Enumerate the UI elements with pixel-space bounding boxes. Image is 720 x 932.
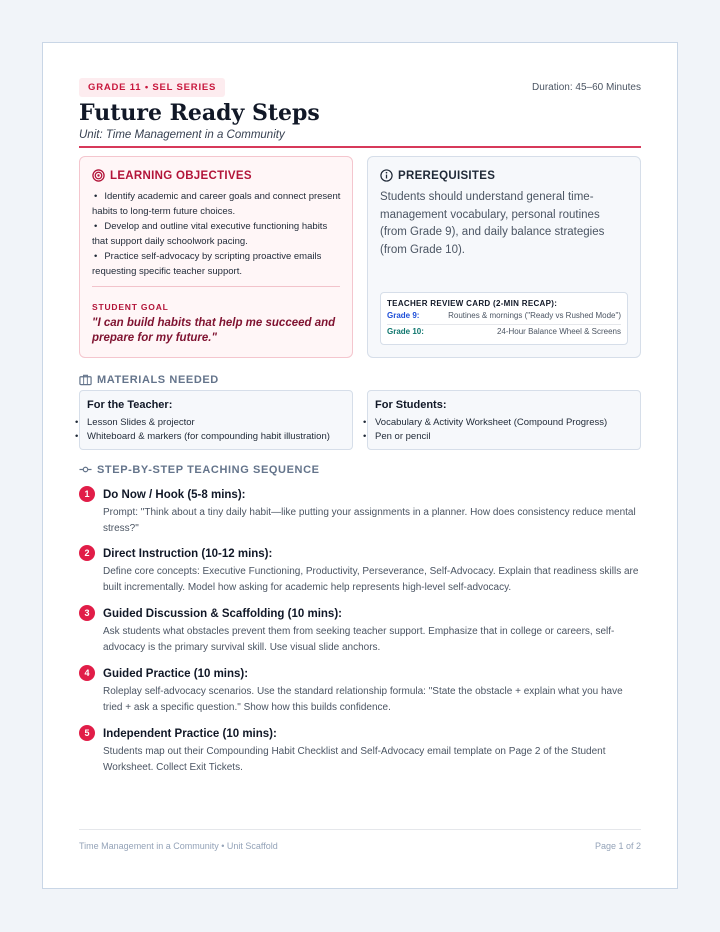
step-description: Prompt: "Think about a tiny daily habit—like putting your assignments in a planner. How does consistency reduce mental stress?" <box>103 507 636 534</box>
student-materials-list <box>375 416 607 444</box>
review-key: Grade 9: <box>387 311 420 320</box>
student-materials-card <box>367 390 641 450</box>
header-divider <box>79 146 641 148</box>
prerequisites-card <box>367 156 641 358</box>
objectives-list <box>92 190 342 281</box>
review-value: 24-Hour Balance Wheel & Screens <box>496 327 621 336</box>
materials-heading: MATERIALS NEEDED <box>97 373 219 386</box>
info-icon <box>380 169 393 182</box>
review-value: Routines & mornings ("Ready vs Rushed Mode") <box>448 311 621 320</box>
teacher-review-card <box>380 292 628 345</box>
objective-item: • Practice self-advocacy by scripting proactive emails requesting specific teacher support. <box>92 250 342 279</box>
material-item: • Lesson Slides & projector <box>87 416 330 430</box>
student-materials-title: For Students: <box>375 399 447 411</box>
page-number: Page 1 of 2 <box>594 841 641 851</box>
step-title: Guided Practice (10 mins): <box>103 668 249 680</box>
step-title: Do Now / Hook (5-8 mins): <box>103 489 246 501</box>
teacher-materials-list <box>87 416 330 444</box>
step-title: Independent Practice (10 mins): <box>103 728 277 740</box>
material-item: • Whiteboard & markers (for compounding habit illustration) <box>87 430 330 444</box>
footer-title: Time Management in a Community • Unit Scaffold <box>79 841 278 851</box>
briefcase-icon <box>79 373 92 386</box>
objectives-heading: LEARNING OBJECTIVES <box>110 169 252 182</box>
prerequisites-text: Students should understand general time-management vocabulary, personal routines (from Grade 9), and daily balance strategies (from Grade 10). <box>380 191 605 256</box>
material-item: • Pen or pencil <box>375 430 607 444</box>
step-description: Roleplay self-advocacy scenarios. Use the standard relationship formula: "State the obstacle + explain what you have tried + ask a specific question." Show how this builds confidence. <box>103 686 623 713</box>
step-title: Direct Instruction (10-12 mins): <box>103 548 273 560</box>
step-number: 5 <box>79 725 95 741</box>
step-description: Ask students what obstacles prevent them from seeking teacher support. Emphasize that in college or careers, self-advocacy is the primary survival skill. Use visual slide anchors. <box>103 626 615 653</box>
learning-objectives-card <box>79 156 353 358</box>
duration-label: Duration: 45–60 Minutes <box>532 82 641 93</box>
document-page <box>42 42 678 889</box>
review-heading: TEACHER REVIEW CARD (2-MIN RECAP): <box>387 299 558 308</box>
step-number: 3 <box>79 605 95 621</box>
unit-subtitle: Unit: Time Management in a Community <box>79 129 285 141</box>
step-description: Students map out their Compounding Habit Checklist and Self-Advocacy email template on Page 2 of the Student Worksheet. Collect Exit Tickets. <box>103 746 606 773</box>
review-row <box>387 311 621 325</box>
commit-icon <box>79 463 92 476</box>
teacher-materials-card <box>79 390 353 450</box>
footer-divider <box>79 829 641 830</box>
target-icon <box>92 169 105 182</box>
materials-section-heading <box>79 373 219 386</box>
teacher-materials-title: For the Teacher: <box>87 399 173 411</box>
sequence-heading: STEP-BY-STEP TEACHING SEQUENCE <box>97 463 320 476</box>
objective-item: • Develop and outline vital executive functioning habits that support daily schoolwork pacing. <box>92 220 342 249</box>
step-number: 1 <box>79 486 95 502</box>
prerequisites-heading: PREREQUISITES <box>398 169 496 182</box>
step-number: 2 <box>79 545 95 561</box>
objectives-divider <box>92 286 340 287</box>
step-description: Define core concepts: Executive Functioning, Productivity, Perseverance, Self-Advocacy. Explain that readiness skills are built incrementally. Model how asking for academic help represents high-level self-advocacy. <box>103 566 639 593</box>
page-title: Future Ready Steps <box>79 100 320 126</box>
student-goal-text: "I can build habits that help me succeed and prepare for my future." <box>92 317 336 344</box>
sequence-section-heading <box>79 463 320 476</box>
step-title: Guided Discussion & Scaffolding (10 mins): <box>103 608 342 620</box>
review-row <box>387 327 621 341</box>
objective-item: • Identify academic and career goals and connect present habits to long-term future choices. <box>92 190 342 219</box>
grade-badge: GRADE 11 • SEL SERIES <box>79 78 225 97</box>
student-goal-label: STUDENT GOAL <box>92 302 169 312</box>
review-key: Grade 10: <box>387 327 424 336</box>
step-number: 4 <box>79 665 95 681</box>
material-item: • Vocabulary & Activity Worksheet (Compound Progress) <box>375 416 607 430</box>
